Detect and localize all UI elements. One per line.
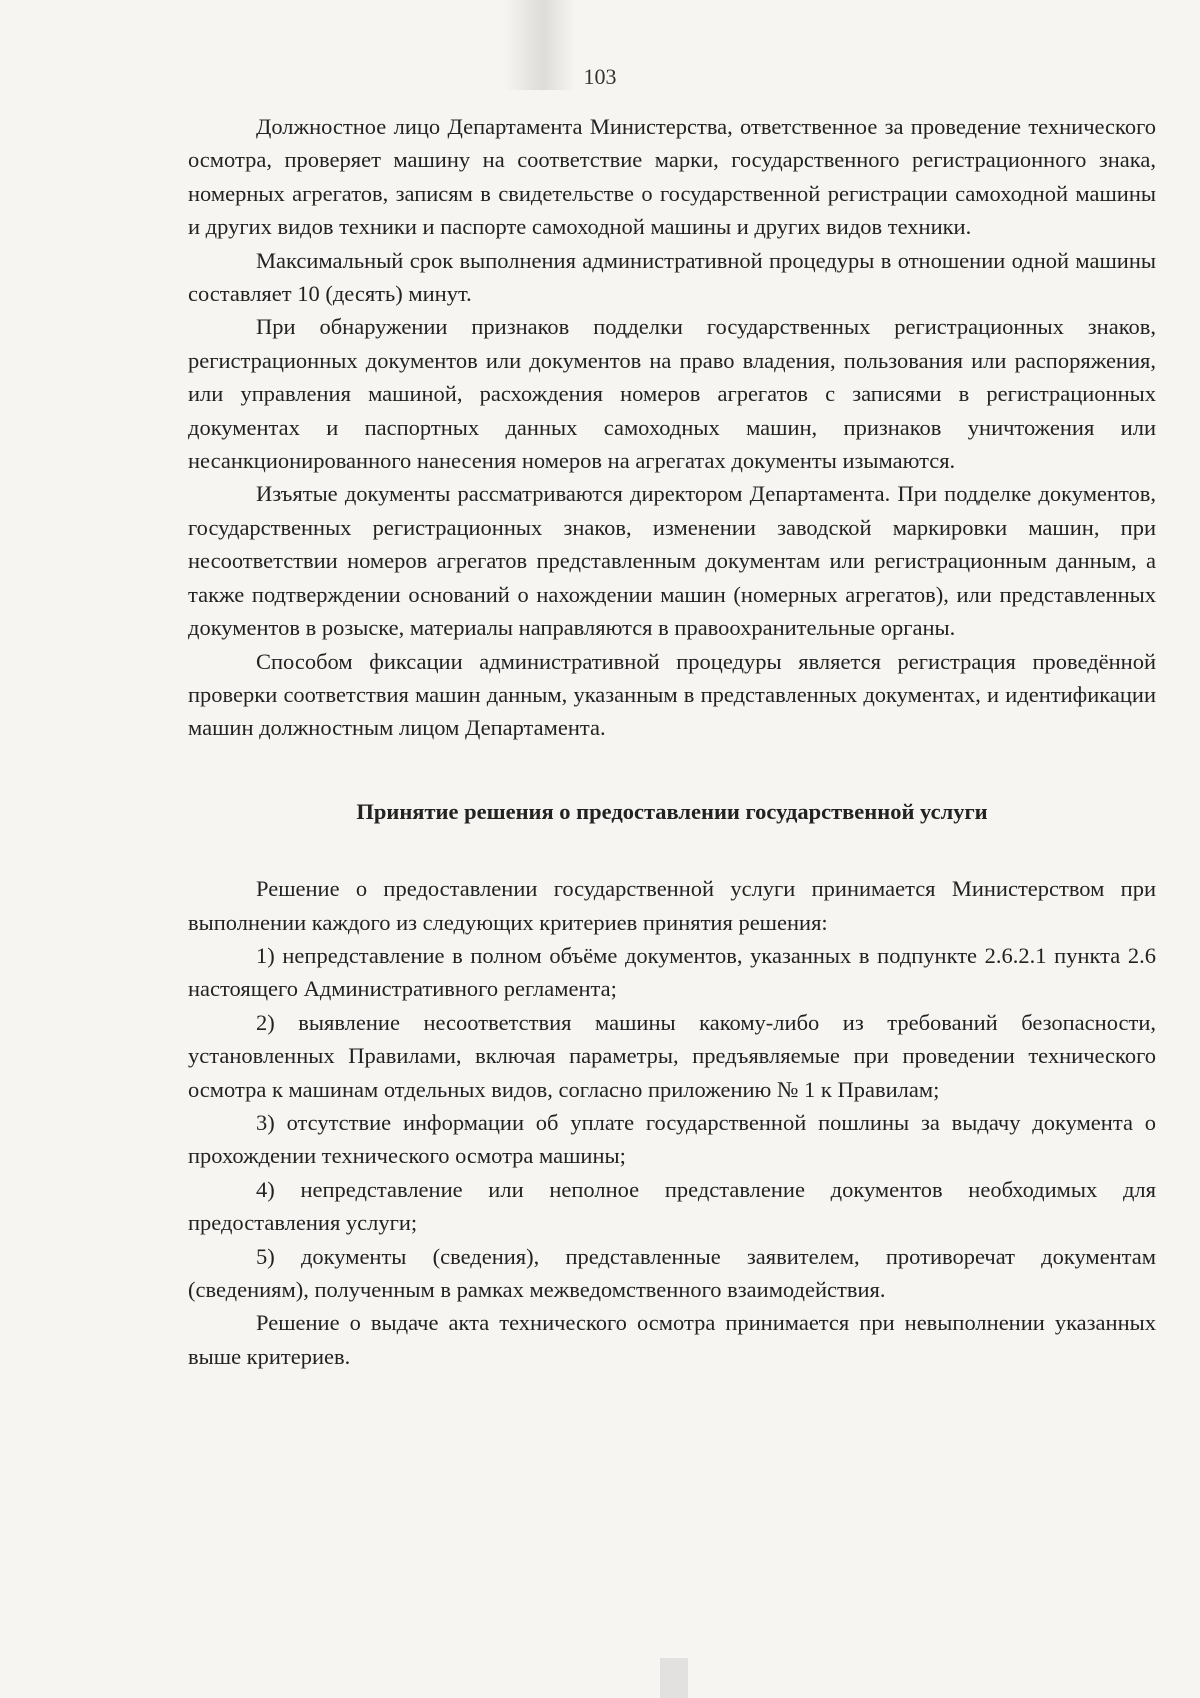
paragraph: Максимальный срок выполнения административной процедуры в отношении одной машины составляет 10 (десять) минут. <box>188 247 1156 307</box>
document-body <box>188 110 1156 1373</box>
section-heading: Принятие решения о предоставлении государственной услуги <box>356 798 988 824</box>
list-item: 2) выявление несоответствия машины какому-либо из требований безопасности, установленных Правилами, включая параметры, предъявляемые при проведении технического осмотра к машинам отдельных видов, согласно приложению № 1 к Правилам; <box>188 1009 1156 1102</box>
scan-fold-shadow-bottom <box>660 1658 688 1698</box>
paragraph: Решение о выдаче акта технического осмотра принимается при невыполнении указанных выше критериев. <box>188 1310 1156 1369</box>
list-item: 3) отсутствие информации об уплате государственной пошлины за выдачу документа о прохождении технического осмотра машины; <box>188 1109 1156 1169</box>
paragraph: Должностное лицо Департамента Министерства, ответственное за проведение технического осмотра, проверяет машину на соответствие марки, государственного регистрационного знака, номерных агрегатов, записям в свидетельстве о государственной регистрации самоходной машины и других видов техники и паспорте самоходной машины и других видов техники. <box>188 114 1156 240</box>
list-item: 5) документы (сведения), представленные заявителем, противоречат документам (сведениям), полученным в рамках межведомственного взаимодействия. <box>188 1243 1156 1302</box>
paragraph: Решение о предоставлении государственной услуги принимается Министерством при выполнении каждого из следующих критериев принятия решения: <box>188 876 1156 935</box>
paragraph: Изъятые документы рассматриваются директором Департамента. При подделке документов, государственных регистрационных знаков, изменении заводской маркировки машин, при несоответствии номеров агрегатов представленным документам или регистрационным данным, а также подтверждении оснований о нахождении машин (номерных агрегатов), или представленных документов в розыске, материалы направляются в правоохранительные органы. <box>188 481 1156 641</box>
list-item: 4) непредставление или неполное представление документов необходимых для предоставления услуги; <box>188 1176 1156 1236</box>
list-item: 1) непредставление в полном объёме документов, указанных в подпункте 2.6.2.1 пункта 2.6 настоящего Административного регламента; <box>188 942 1156 1002</box>
paragraph: Способом фиксации административной процедуры является регистрация проведённой проверки соответствия машин данным, указанным в представленных документах, и идентификации машин должностным лицом Департамента. <box>188 648 1156 741</box>
paragraph: При обнаружении признаков подделки государственных регистрационных знаков, регистрационных документов или документов на право владения, пользования или распоряжения, или управления машиной, расхождения номеров агрегатов с записями в регистрационных документах и паспортных данных самоходных машин, признаков уничтожения или несанкционированного нанесения номеров на агрегатах документы изымаются. <box>188 314 1156 474</box>
page-number: 103 <box>583 64 617 89</box>
